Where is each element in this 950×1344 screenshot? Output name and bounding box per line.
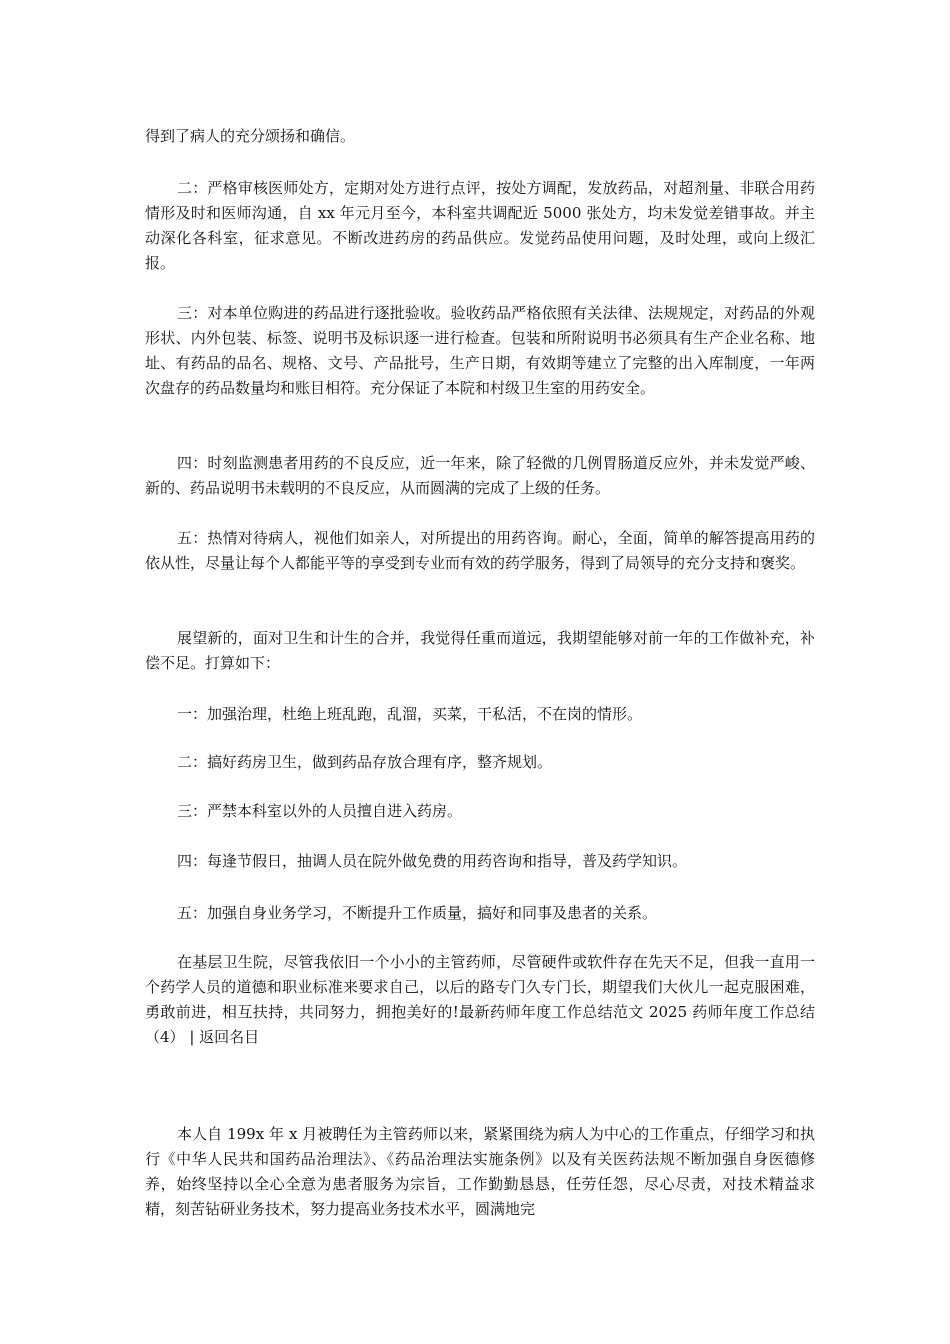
paragraph-drug-acceptance: 三：对本单位购进的药品进行逐批验收。验收药品严格依照有关法律、法规规定，对药品的外观形状、内外包装、标签、说明书及标识逐一进行检查。包装和所附说明书必须具有生产企业名称、地址、有药品的品名、规格、文号、产品批号，生产日期，有效期等建立了完整的出入库制度，一年两次盘存的药品数量均和账目相符。充分保证了本院和村级卫生室的用药安全。 <box>145 304 815 397</box>
paragraph-intro-tail: 得到了病人的充分颂扬和确信。 <box>145 127 356 145</box>
paragraph-conclusion <box>145 950 815 1050</box>
link-separator: | <box>184 1028 200 1046</box>
plan-item-3: 三：严禁本科室以外的人员擅自进入药房。 <box>177 802 463 820</box>
conclusion-text: 在基层卫生院，尽管我依旧一个小小的主管药师，尽管硬件或软件存在先天不足，但我一直用一个药学人员的道德和职业标准来要求自己，以后的路专门久专门长，期望我们大伙儿一起克服困难，勇敢前进，相互扶持，共同努力，拥抱美好的!最新药师年度工作总结范文 2025 药师年度工作总结（4） <box>145 953 815 1046</box>
paragraph-adverse-reaction: 四：时刻监测患者用药的不良反应，近一年来，除了轻微的几例胃肠道反应外，并未发觉严峻、新的、药品说明书未载明的不良反应，从而圆满的完成了上级的任务。 <box>145 454 815 497</box>
plan-item-1: 一：加强治理，杜绝上班乱跑，乱溜，买菜，干私活，不在岗的情形。 <box>177 705 643 723</box>
paragraph-patient-service: 五：热情对待病人，视他们如亲人，对所提出的用药咨询。耐心，全面，简单的解答提高用药的依从性，尽量让每个人都能平等的享受到专业而有效的药学服务，得到了局领导的充分支持和褒奖。 <box>145 529 815 572</box>
paragraph-next-summary: 本人自 199x 年 x 月被聘任为主管药师以来，紧紧围绕为病人为中心的工作重点，仔细学习和执行《中华人民共和国药品治理法》、《药品治理法实施条例》以及有关医药法规不断加强自身医德修养，始终坚持以全心全意为患者服务为宗旨，工作勤勤恳恳，任劳任怨，尽心尽责，对技术精益求精，刻苦钻研业务技术，努力提高业务技术水平，圆满地完 <box>145 1125 815 1218</box>
back-to-contents-link[interactable]: 返回名目 <box>199 1028 260 1046</box>
plan-item-2: 二：搞好药房卫生，做到药品存放合理有序，整齐规划。 <box>177 753 553 771</box>
plan-item-4: 四：每逢节假日，抽调人员在院外做免费的用药咨询和指导，普及药学知识。 <box>177 852 688 870</box>
plan-item-5: 五：加强自身业务学习，不断提升工作质量，搞好和同事及患者的关系。 <box>177 904 658 922</box>
paragraph-prescription-review: 二：严格审核医师处方，定期对处方进行点评，按处方调配，发放药品，对超剂量、非联合用药情形及时和医师沟通，自 xx 年元月至今，本科室共调配近 5000 张处方，均未发觉差错事故。并主动深化各科室，征求意见。不断改进药房的药品供应。发觉药品使用问题，及时处理，或向上级汇报。 <box>145 179 815 272</box>
paragraph-outlook: 展望新的，面对卫生和计生的合并，我觉得任重而道远，我期望能够对前一年的工作做补充，补偿不足。打算如下： <box>145 629 815 672</box>
